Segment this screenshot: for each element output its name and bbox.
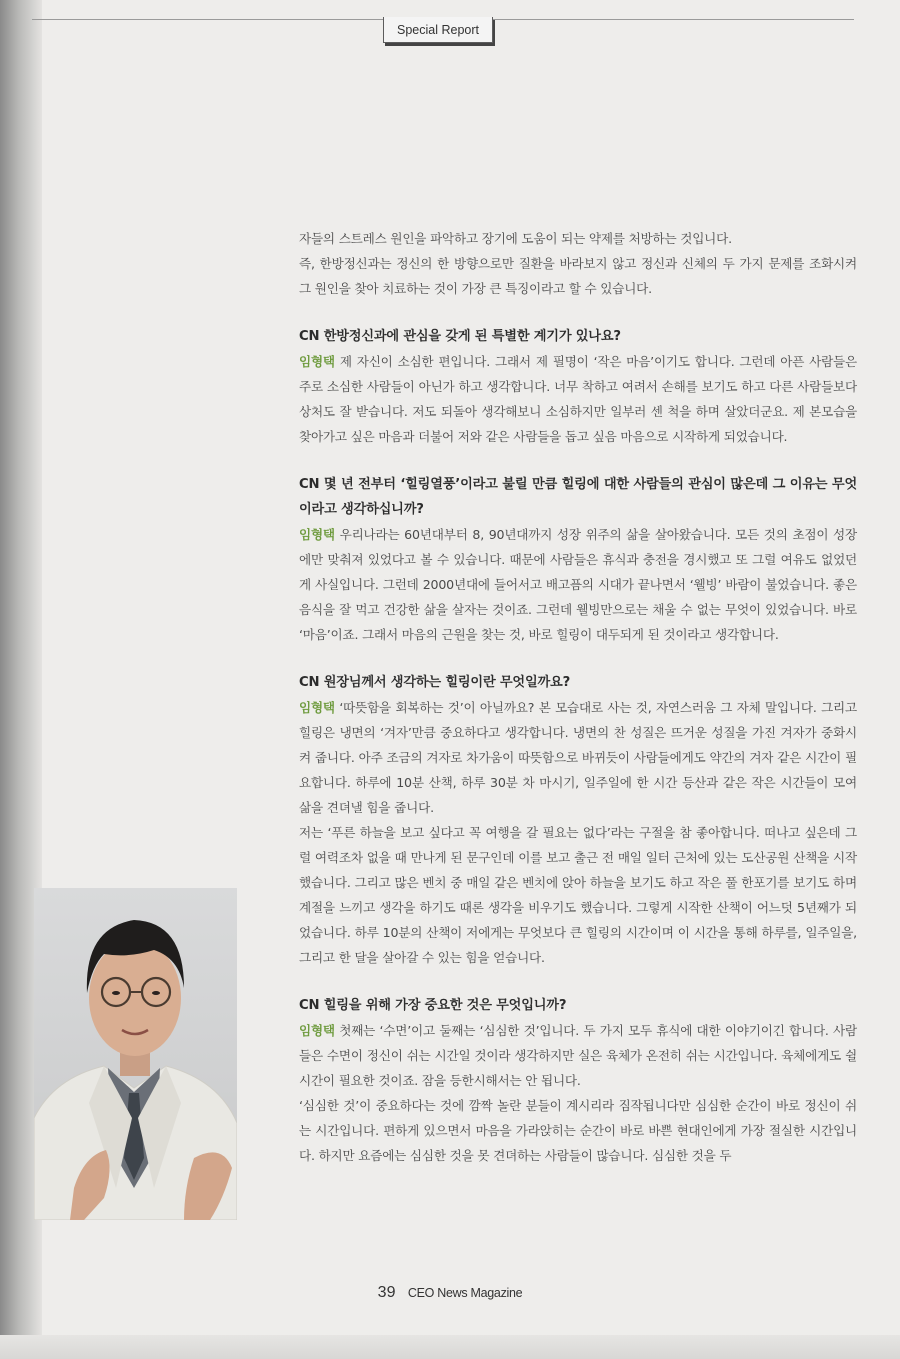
interview-question: CN 한방정신과에 관심을 갖게 된 특별한 계기가 있나요? xyxy=(299,329,621,344)
section-tab xyxy=(383,17,493,43)
speaker-name: 임형택 xyxy=(299,354,335,369)
interview-question: CN 원장님께서 생각하는 힐링이란 무엇일까요? xyxy=(299,675,571,690)
answer-continuation: ‘심심한 것’이 중요하다는 것에 깜짝 놀란 분들이 계시리라 짐작됩니다만 심심한 순간이 바로 정신이 쉬는 시간입니다. 편하게 있으면서 마음을 가라앉히는 순간이 바로 바쁜 현대인에게 가장 절실한 시간입니다. 하지만 요즘에는 심심한 것을 못 견뎌하는 사람들이 많습니다. 심심한 것을 두 xyxy=(299,1098,857,1163)
answer-text: 제 자신이 소심한 편입니다. 그래서 제 필명이 ‘작은 마음’이기도 합니다. 그런데 아픈 사람들은 주로 소심한 사람들이 아닌가 하고 생각합니다. 너무 착하고 여려서 손해를 보기도 하고 다른 사람들보다 상처도 잘 받습니다. 저도 되돌아 생각해보니 소심하지만 일부러 센 척을 하며 살았더군요. 제 본모습을 찾아가고 싶은 마음과 더불어 저와 같은 사람들을 돕고 싶음 마음으로 시작하게 되었습니다. xyxy=(299,354,857,444)
answer-text: ‘따뜻함을 회복하는 것’이 아닐까요? 본 모습대로 사는 것, 자연스러움 그 자체 말입니다. 그리고 힐링은 냉면의 ‘겨자’만큼 중요하다고 생각합니다. 냉면의 찬 성질은 뜨거운 성질을 가진 겨자가 중화시켜 줍니다. 아주 조금의 겨자로 차가움이 따뜻함으로 바뀌듯이 사람들에게도 약간의 겨자 같은 시간이 필요합니다. 하루에 10분 산책, 하루 30분 차 마시기, 일주일에 한 시간 등산과 같은 작은 시간들이 모여 삶을 견뎌낼 힘을 줍니다. xyxy=(299,700,857,815)
page-footer xyxy=(0,1284,900,1302)
speaker-name: 임형택 xyxy=(299,1023,335,1038)
scan-bottom-edge xyxy=(0,1335,900,1359)
interview-question: CN 힐링을 위해 가장 중요한 것은 무엇입니까? xyxy=(299,998,567,1013)
answer-continuation: 저는 ‘푸른 하늘을 보고 싶다고 꼭 여행을 갈 필요는 없다’라는 구절을 참 좋아합니다. 떠나고 싶은데 그럴 여력조차 없을 때 만나게 된 문구인데 이를 보고 출근 전 매일 일터 근처에 있는 도산공원 산책을 시작했습니다. 그리고 많은 벤치 중 매일 같은 벤치에 앉아 하늘을 보기도 하고 작은 풀 한포기를 보기도 하며 계절을 느끼고 생각을 하기도 때론 생각을 비우기도 했습니다. 그렇게 시작한 산책이 어느덧 5년째가 되었습니다. 하루 10분의 산책이 저에게는 무엇보다 큰 힐링의 시간이며 이 시간을 통해 하루를, 일주일을, 그리고 한 달을 살아갈 수 있는 힘을 얻습니다. xyxy=(299,825,857,965)
interview-answer xyxy=(299,349,857,449)
interview-answer xyxy=(299,695,857,820)
answer-text: 첫째는 ‘수면’이고 둘째는 ‘심심한 것’입니다. 두 가지 모두 휴식에 대한 이야기이긴 합니다. 사람들은 수면이 정신이 쉬는 시간일 것이라 생각하지만 실은 육체가 온전히 쉬는 시간입니다. 육체에게도 쉴 시간이 필요한 것이죠. 잠을 등한시해서는 안 됩니다. xyxy=(299,1023,857,1088)
interviewee-photo xyxy=(34,888,237,1220)
interview-answer xyxy=(299,1018,857,1093)
speaker-name: 임형택 xyxy=(299,527,335,542)
speaker-name: 임형택 xyxy=(299,700,335,715)
page-number: 39 xyxy=(377,1284,396,1301)
intro-paragraph: 자들의 스트레스 원인을 파악하고 장기에 도움이 되는 약제를 처방하는 것입니다. xyxy=(299,231,732,246)
interview-answer xyxy=(299,522,857,647)
intro-paragraph: 즉, 한방정신과는 정신의 한 방향으로만 질환을 바라보지 않고 정신과 신체의 두 가지 문제를 조화시켜 그 원인을 찾아 치료하는 것이 가장 큰 특징이라고 할 수 있습니다. xyxy=(299,256,857,296)
interview-question: CN 몇 년 전부터 ‘힐링열풍’이라고 불릴 만큼 힐링에 대한 사람들의 관심이 많은데 그 이유는 무엇이라고 생각하십니까? xyxy=(299,477,857,517)
section-label: Special Report xyxy=(397,22,479,37)
answer-text: 우리나라는 60년대부터 8, 90년대까지 성장 위주의 삶을 살아왔습니다. 모든 것의 초점이 성장에만 맞춰져 있었다고 볼 수 있습니다. 때문에 사람들은 휴식과 충전을 경시했고 또 그럴 여유도 없었던 게 사실입니다. 그런데 2000년대에 들어서고 배고픔의 시대가 끝나면서 ‘웰빙’ 바람이 불었습니다. 좋은 음식을 잘 먹고 건강한 삶을 살자는 것이죠. 그런데 웰빙만으로는 채울 수 없는 무엇이 있었습니다. 바로 ‘마음’이죠. 그래서 마음의 근원을 찾는 것, 바로 힐링이 대두되게 된 것이라고 생각합니다. xyxy=(299,527,857,642)
magazine-name: CEO News Magazine xyxy=(407,1286,523,1300)
article-body xyxy=(299,226,857,1168)
portrait-illustration xyxy=(34,888,237,1220)
